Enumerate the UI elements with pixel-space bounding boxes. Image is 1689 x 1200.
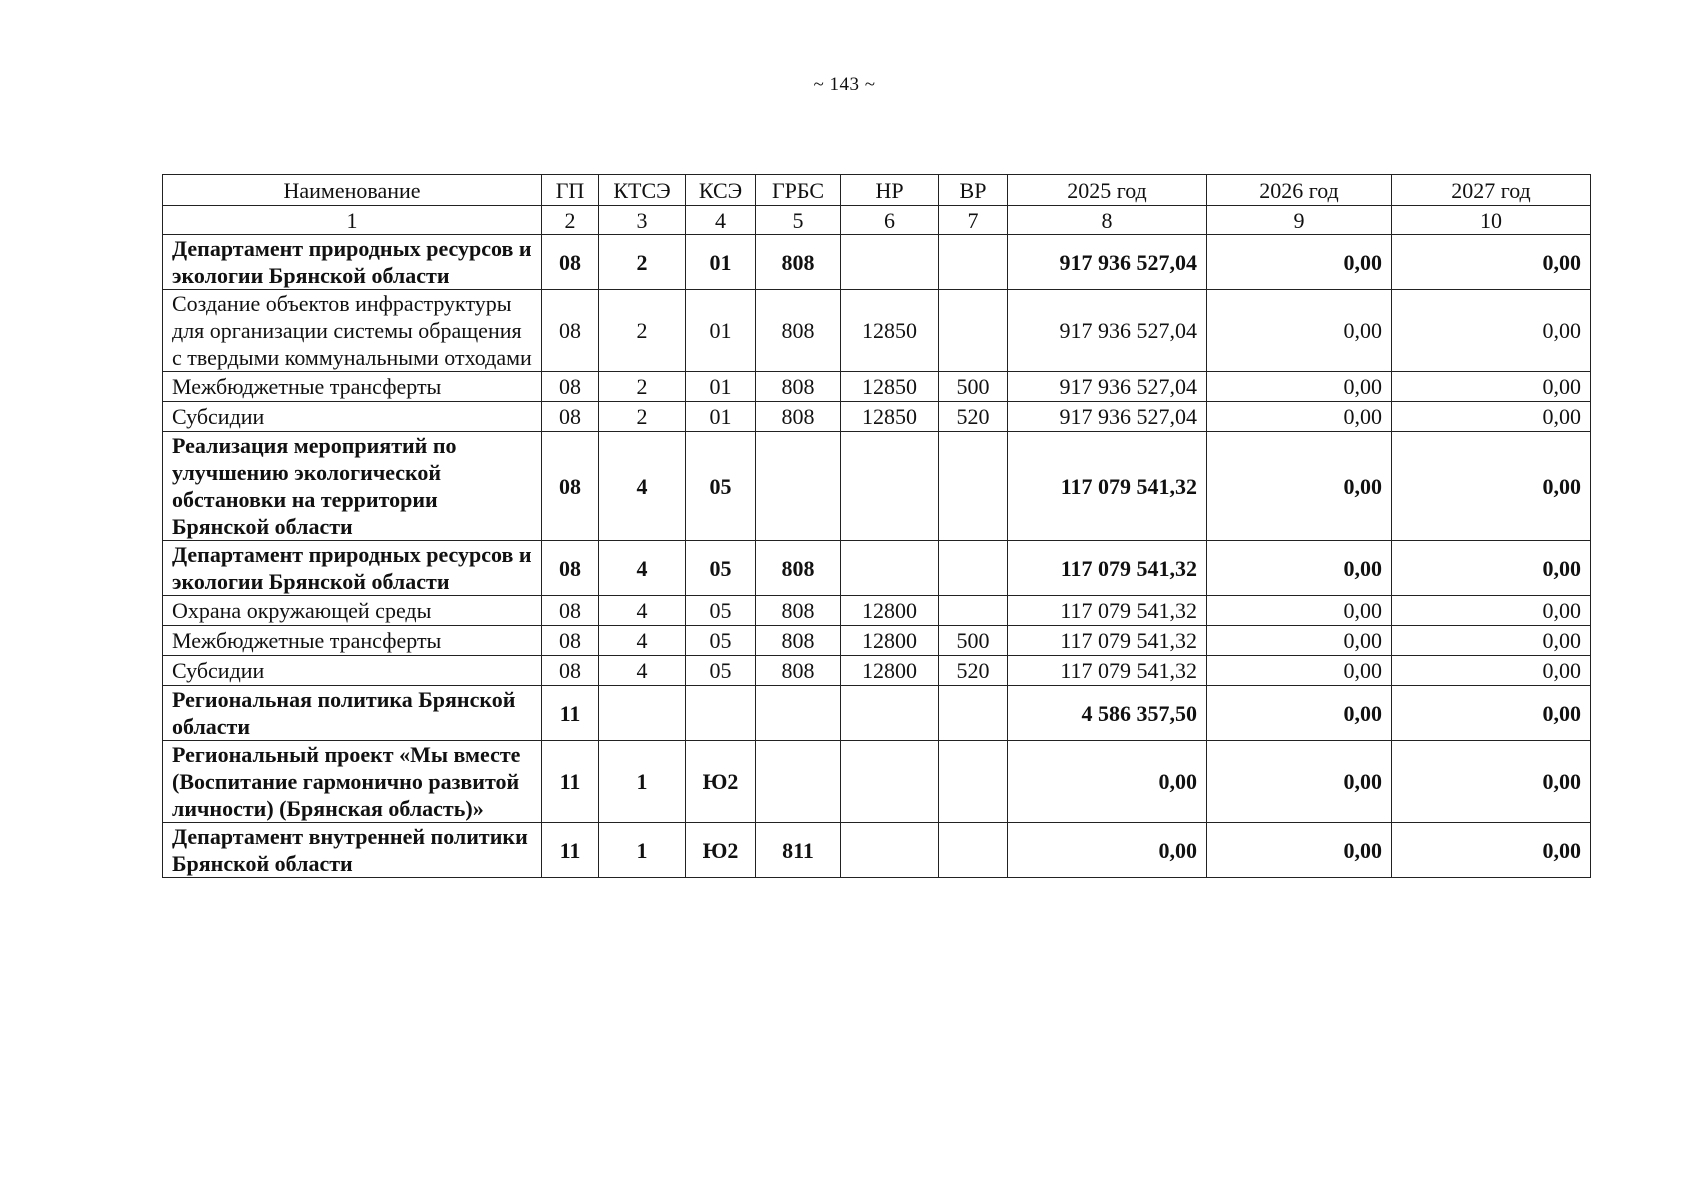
table-row	[163, 823, 1591, 878]
gp-cell: 08	[542, 432, 599, 541]
header-name: Наименование	[163, 175, 542, 206]
amount-2025-cell: 117 079 541,32	[1008, 432, 1207, 541]
ktse-cell	[599, 686, 686, 741]
vr-cell: 520	[939, 402, 1008, 432]
kse-cell: 05	[686, 626, 756, 656]
grbs-cell: 808	[756, 541, 841, 596]
nr-cell: 12850	[841, 290, 939, 372]
kse-cell: 05	[686, 432, 756, 541]
amount-2026-cell: 0,00	[1207, 235, 1392, 290]
vr-cell	[939, 686, 1008, 741]
header-gp: ГП	[542, 175, 599, 206]
kse-cell: Ю2	[686, 741, 756, 823]
budget-table	[162, 174, 1591, 878]
amount-2026-cell: 0,00	[1207, 290, 1392, 372]
amount-2025-cell: 117 079 541,32	[1008, 626, 1207, 656]
amount-2027-cell: 0,00	[1392, 541, 1591, 596]
amount-2027-cell: 0,00	[1392, 372, 1591, 402]
column-number: 7	[939, 206, 1008, 235]
column-number: 8	[1008, 206, 1207, 235]
page-number: ~ 143 ~	[813, 74, 876, 95]
table-row	[163, 596, 1591, 626]
nr-cell	[841, 823, 939, 878]
nr-cell	[841, 541, 939, 596]
vr-cell	[939, 541, 1008, 596]
kse-cell: 01	[686, 372, 756, 402]
table-row	[163, 372, 1591, 402]
table-row	[163, 402, 1591, 432]
amount-2026-cell: 0,00	[1207, 541, 1392, 596]
name-cell: Создание объектов инфраструктуры для организации системы обращения с твердыми коммунальными отходами	[163, 290, 542, 372]
amount-2025-cell: 917 936 527,04	[1008, 235, 1207, 290]
header-2026: 2026 год	[1207, 175, 1392, 206]
grbs-cell: 808	[756, 626, 841, 656]
amount-2027-cell: 0,00	[1392, 741, 1591, 823]
name-cell: Региональный проект «Мы вместе (Воспитание гармонично развитой личности) (Брянская область)»	[163, 741, 542, 823]
amount-2027-cell: 0,00	[1392, 626, 1591, 656]
ktse-cell: 1	[599, 823, 686, 878]
kse-cell: 05	[686, 596, 756, 626]
name-cell: Реализация мероприятий по улучшению экологической обстановки на территории Брянской области	[163, 432, 542, 541]
column-number: 3	[599, 206, 686, 235]
kse-cell: 01	[686, 402, 756, 432]
vr-cell	[939, 290, 1008, 372]
name-cell: Департамент природных ресурсов и экологии Брянской области	[163, 235, 542, 290]
column-number: 1	[163, 206, 542, 235]
amount-2026-cell: 0,00	[1207, 432, 1392, 541]
nr-cell	[841, 432, 939, 541]
amount-2027-cell: 0,00	[1392, 235, 1591, 290]
grbs-cell	[756, 741, 841, 823]
ktse-cell: 4	[599, 432, 686, 541]
grbs-cell: 811	[756, 823, 841, 878]
kse-cell: 05	[686, 541, 756, 596]
gp-cell: 08	[542, 656, 599, 686]
kse-cell: 01	[686, 290, 756, 372]
gp-cell: 08	[542, 626, 599, 656]
ktse-cell: 4	[599, 656, 686, 686]
column-number: 2	[542, 206, 599, 235]
amount-2025-cell: 917 936 527,04	[1008, 372, 1207, 402]
name-cell: Региональная политика Брянской области	[163, 686, 542, 741]
kse-cell	[686, 686, 756, 741]
gp-cell: 08	[542, 541, 599, 596]
column-number-row	[163, 206, 1591, 235]
amount-2025-cell: 117 079 541,32	[1008, 541, 1207, 596]
ktse-cell: 2	[599, 235, 686, 290]
gp-cell: 11	[542, 823, 599, 878]
header-2025: 2025 год	[1008, 175, 1207, 206]
gp-cell: 08	[542, 596, 599, 626]
amount-2025-cell: 0,00	[1008, 741, 1207, 823]
ktse-cell: 2	[599, 290, 686, 372]
kse-cell: 01	[686, 235, 756, 290]
gp-cell: 08	[542, 372, 599, 402]
amount-2026-cell: 0,00	[1207, 402, 1392, 432]
table-row	[163, 686, 1591, 741]
amount-2026-cell: 0,00	[1207, 596, 1392, 626]
nr-cell: 12800	[841, 626, 939, 656]
grbs-cell: 808	[756, 656, 841, 686]
table-row	[163, 290, 1591, 372]
header-grbs: ГРБС	[756, 175, 841, 206]
ktse-cell: 4	[599, 541, 686, 596]
table-body	[163, 235, 1591, 878]
vr-cell: 500	[939, 626, 1008, 656]
grbs-cell: 808	[756, 372, 841, 402]
kse-cell: Ю2	[686, 823, 756, 878]
grbs-cell: 808	[756, 235, 841, 290]
grbs-cell: 808	[756, 290, 841, 372]
column-number: 4	[686, 206, 756, 235]
grbs-cell	[756, 432, 841, 541]
nr-cell: 12800	[841, 656, 939, 686]
vr-cell	[939, 596, 1008, 626]
vr-cell	[939, 741, 1008, 823]
column-number: 5	[756, 206, 841, 235]
vr-cell	[939, 432, 1008, 541]
amount-2025-cell: 917 936 527,04	[1008, 402, 1207, 432]
nr-cell: 12850	[841, 402, 939, 432]
column-number: 9	[1207, 206, 1392, 235]
name-cell: Департамент природных ресурсов и экологии Брянской области	[163, 541, 542, 596]
amount-2025-cell: 117 079 541,32	[1008, 596, 1207, 626]
amount-2025-cell: 917 936 527,04	[1008, 290, 1207, 372]
amount-2025-cell: 4 586 357,50	[1008, 686, 1207, 741]
name-cell: Субсидии	[163, 656, 542, 686]
amount-2027-cell: 0,00	[1392, 686, 1591, 741]
amount-2027-cell: 0,00	[1392, 596, 1591, 626]
grbs-cell	[756, 686, 841, 741]
ktse-cell: 4	[599, 596, 686, 626]
column-number: 6	[841, 206, 939, 235]
gp-cell: 11	[542, 686, 599, 741]
header-2027: 2027 год	[1392, 175, 1591, 206]
nr-cell	[841, 686, 939, 741]
gp-cell: 11	[542, 741, 599, 823]
header-row	[163, 175, 1591, 206]
amount-2027-cell: 0,00	[1392, 432, 1591, 541]
amount-2025-cell: 117 079 541,32	[1008, 656, 1207, 686]
grbs-cell: 808	[756, 402, 841, 432]
vr-cell	[939, 235, 1008, 290]
amount-2026-cell: 0,00	[1207, 823, 1392, 878]
amount-2027-cell: 0,00	[1392, 290, 1591, 372]
gp-cell: 08	[542, 290, 599, 372]
table-row	[163, 741, 1591, 823]
kse-cell: 05	[686, 656, 756, 686]
ktse-cell: 1	[599, 741, 686, 823]
amount-2026-cell: 0,00	[1207, 656, 1392, 686]
vr-cell: 520	[939, 656, 1008, 686]
column-number: 10	[1392, 206, 1591, 235]
header-ktse: КТСЭ	[599, 175, 686, 206]
vr-cell	[939, 823, 1008, 878]
ktse-cell: 2	[599, 372, 686, 402]
header-kse: КСЭ	[686, 175, 756, 206]
gp-cell: 08	[542, 402, 599, 432]
name-cell: Департамент внутренней политики Брянской области	[163, 823, 542, 878]
amount-2027-cell: 0,00	[1392, 402, 1591, 432]
ktse-cell: 2	[599, 402, 686, 432]
table-row	[163, 656, 1591, 686]
name-cell: Межбюджетные трансферты	[163, 626, 542, 656]
amount-2026-cell: 0,00	[1207, 741, 1392, 823]
table-row	[163, 432, 1591, 541]
name-cell: Межбюджетные трансферты	[163, 372, 542, 402]
header-nr: НР	[841, 175, 939, 206]
amount-2027-cell: 0,00	[1392, 823, 1591, 878]
table-row	[163, 235, 1591, 290]
name-cell: Охрана окружающей среды	[163, 596, 542, 626]
amount-2025-cell: 0,00	[1008, 823, 1207, 878]
ktse-cell: 4	[599, 626, 686, 656]
table-row	[163, 626, 1591, 656]
nr-cell: 12800	[841, 596, 939, 626]
amount-2026-cell: 0,00	[1207, 372, 1392, 402]
gp-cell: 08	[542, 235, 599, 290]
nr-cell	[841, 235, 939, 290]
amount-2026-cell: 0,00	[1207, 686, 1392, 741]
table-row	[163, 541, 1591, 596]
vr-cell: 500	[939, 372, 1008, 402]
amount-2026-cell: 0,00	[1207, 626, 1392, 656]
nr-cell	[841, 741, 939, 823]
grbs-cell: 808	[756, 596, 841, 626]
amount-2027-cell: 0,00	[1392, 656, 1591, 686]
header-vr: ВР	[939, 175, 1008, 206]
name-cell: Субсидии	[163, 402, 542, 432]
nr-cell: 12850	[841, 372, 939, 402]
